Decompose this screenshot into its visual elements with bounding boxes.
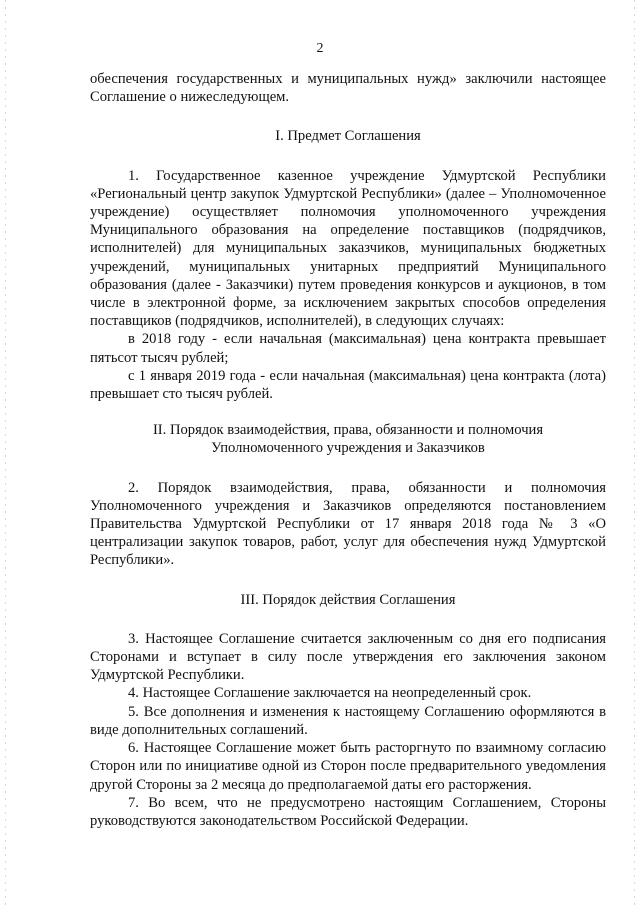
section-2-title-line-1: II. Порядок взаимодействия, права, обязанности и полномочия <box>152 422 544 439</box>
section-3-title: III. Порядок действия Соглашения <box>240 591 456 608</box>
section-3-paragraph-6: 6. Настоящее Соглашение может быть расторгнуто по взаимному согласию Сторон или по инициативе одной из Сторон после предварительного уведомления другой Стороны за 2 месяца до предполагаемой даты его расторжения. <box>90 740 606 793</box>
intro-paragraph: обеспечения государственных и муниципальных нужд» заключили настоящее Соглашение о нижеследующем. <box>90 71 606 106</box>
document-body <box>90 70 606 830</box>
section-3-paragraph-5: 5. Все дополнения и изменения к настоящему Соглашению оформляются в виде дополнительных соглашений. <box>90 703 606 738</box>
section-2-paragraph-1: 2. Порядок взаимодействия, права, обязанности и полномочия Уполномоченного учреждения и Заказчиков определяются постановлением Правительства Удмуртской Республики от 17 января 2018 года № 3 «О централизации закупок товаров, работ, услуг для обеспечения нужд Удмуртской Республики». <box>90 479 606 569</box>
section-2-title-line-2: Уполномоченного учреждения и Заказчиков <box>211 440 485 457</box>
section-1-paragraph-1: 1. Государственное казенное учреждение Удмуртской Республики «Региональный центр закупок Удмуртской Республики» (далее – Уполномоченное учреждение) осуществляет полномочия уполномоченного учреждения Муниципального образования на определение поставщиков (подрядчиков, исполнителей) для муниципальных заказчиков, муниципальных бюджетных учреждений, муниципальных унитарных предприятий Муниципального образования (далее - Заказчики) путем проведения конкурсов и аукционов, в том числе в электронной форме, за исключением закрытых способов определения поставщиков (подрядчиков, исполнителей), в следующих случаях: <box>90 167 606 330</box>
scan-edge-left <box>5 0 6 905</box>
page-number: 2 <box>316 41 324 56</box>
scan-edge-right <box>634 0 635 905</box>
section-1-paragraph-2: в 2018 году - если начальная (максимальная) цена контракта превышает пятьсот тысяч рублей; <box>90 331 606 366</box>
section-3-paragraph-7: 7. Во всем, что не предусмотрено настоящим Соглашением, Стороны руководствуются законодательством Российской Федерации. <box>90 794 606 829</box>
section-3-paragraph-4: 4. Настоящее Соглашение заключается на неопределенный срок. <box>128 685 532 702</box>
section-3-paragraph-3: 3. Настоящее Соглашение считается заключенным со дня его подписания Сторонами и вступает в силу после утверждения его заключения законом Удмуртской Республики. <box>90 630 606 684</box>
section-1-title: I. Предмет Соглашения <box>275 128 421 145</box>
section-1-paragraph-3: с 1 января 2019 года - если начальная (максимальная) цена контракта (лота) превышает сто тысяч рублей. <box>90 367 606 403</box>
